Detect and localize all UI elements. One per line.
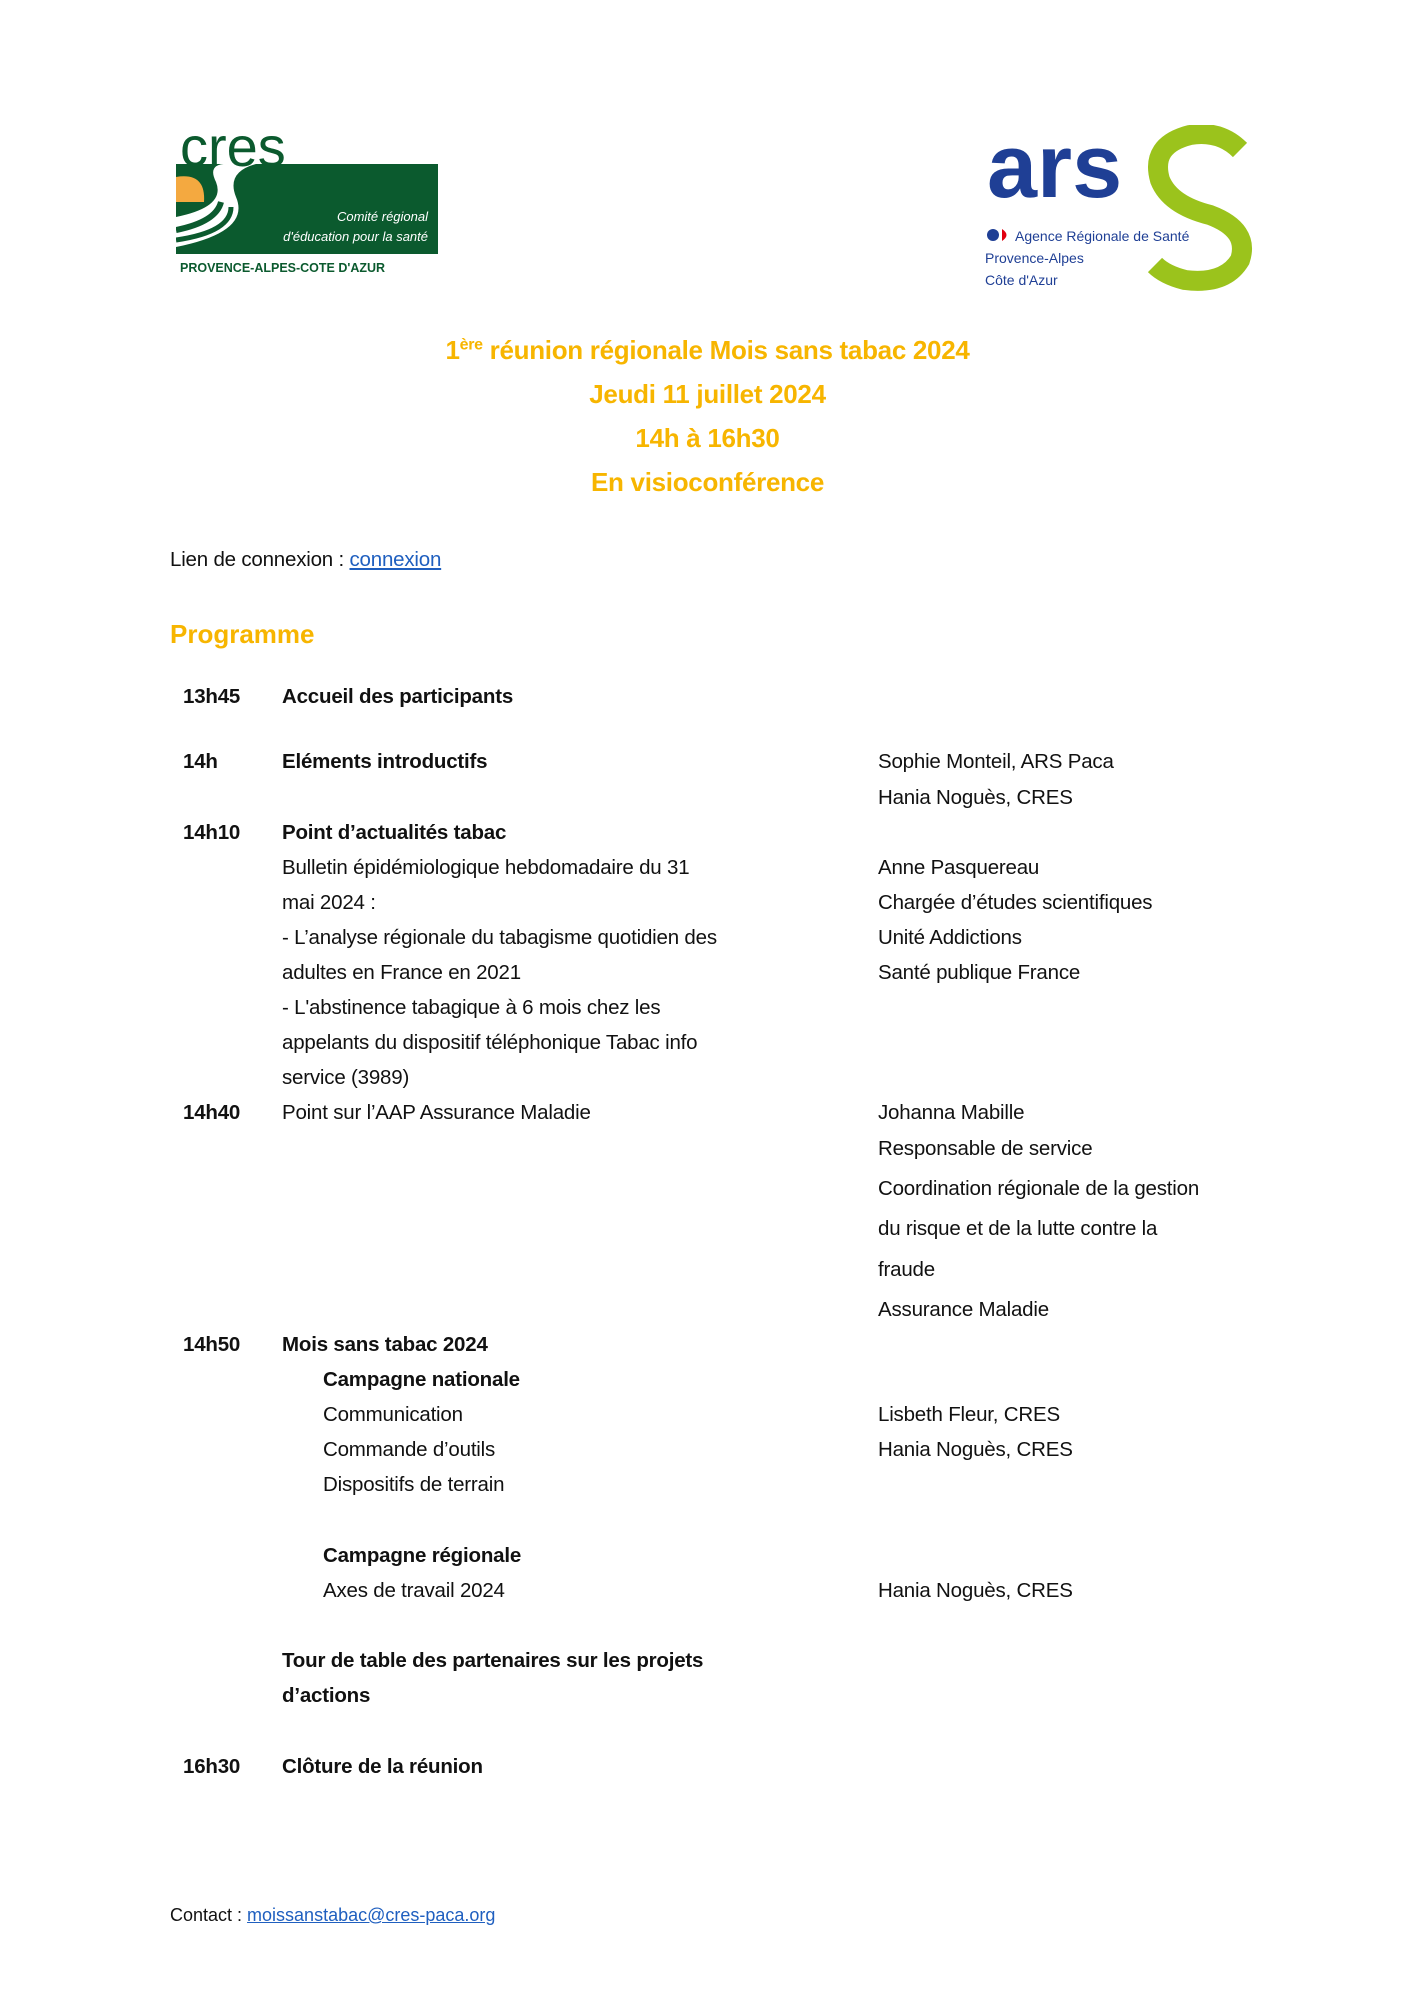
speaker: Hania Noguès, CRES	[878, 1438, 1073, 1461]
agenda-title: Mois sans tabac 2024	[282, 1333, 488, 1356]
speaker: du risque et de la lutte contre la	[878, 1217, 1158, 1240]
agenda-title: Accueil des participants	[282, 685, 514, 708]
contact-email-link[interactable]: moissanstabac@cres-paca.org	[247, 1905, 496, 1925]
speaker: Santé publique France	[878, 961, 1081, 984]
cres-region: PROVENCE-ALPES-COTE D'AZUR	[180, 261, 386, 275]
meeting-title: 1ère réunion régionale Mois sans tabac 2024	[445, 335, 970, 365]
speaker: Anne Pasquereau	[878, 856, 1040, 879]
ars-line1: Agence Régionale de Santé	[1015, 228, 1190, 244]
connection-link-line	[170, 542, 441, 577]
agenda-detail: Communication	[323, 1403, 463, 1426]
contact-line	[170, 1905, 495, 1926]
speaker: Chargée d’études scientifiques	[878, 891, 1153, 914]
sub-heading: Campagne régionale	[323, 1544, 522, 1567]
connection-label: Lien de connexion :	[170, 548, 350, 571]
agenda-time: 14h40	[183, 1101, 241, 1124]
speaker: Sophie Monteil, ARS Paca	[878, 750, 1114, 773]
cres-line1: Comité régional	[336, 209, 428, 224]
speaker: Responsable de service	[878, 1137, 1093, 1160]
cres-wordmark: cres	[180, 122, 286, 178]
agenda-title: Point sur l’AAP Assurance Maladie	[282, 1101, 591, 1124]
speaker: Johanna Mabille	[878, 1101, 1025, 1124]
cres-logo-graphic	[176, 122, 438, 277]
agenda-detail: Tour de table des partenaires sur les projets	[282, 1649, 704, 1672]
speaker: fraude	[878, 1258, 935, 1281]
ars-line3: Côte d'Azur	[985, 272, 1058, 288]
speaker: Lisbeth Fleur, CRES	[878, 1403, 1060, 1426]
agenda-time: 14h10	[183, 821, 241, 844]
cres-logo	[176, 122, 438, 277]
speaker: Hania Noguès, CRES	[878, 1579, 1073, 1602]
ars-logo-graphic	[985, 125, 1260, 295]
agenda-detail: Bulletin épidémiologique hebdomadaire du 31	[282, 856, 690, 879]
agenda-detail: - L’analyse régionale du tabagisme quotidien des	[282, 926, 717, 949]
agenda-title: Point d’actualités tabac	[282, 821, 507, 844]
ars-logo	[985, 125, 1260, 295]
agenda-time: 16h30	[183, 1755, 241, 1778]
agenda-detail: - L'abstinence tabagique à 6 mois chez les	[282, 996, 661, 1019]
speaker: Hania Noguès, CRES	[878, 786, 1073, 809]
agenda-detail: Axes de travail 2024	[323, 1579, 505, 1602]
speaker: Assurance Maladie	[878, 1298, 1049, 1321]
agenda-detail: appelants du dispositif téléphonique Tabac info	[282, 1031, 698, 1054]
speaker: Unité Addictions	[878, 926, 1022, 949]
agenda-detail: Dispositifs de terrain	[323, 1473, 505, 1496]
agenda-time: 13h45	[183, 685, 241, 708]
programme-heading: Programme	[170, 619, 315, 649]
connection-link[interactable]: connexion	[349, 548, 442, 571]
meeting-date: Jeudi 11 juillet 2024	[589, 379, 826, 409]
agenda-title: Clôture de la réunion	[282, 1755, 483, 1778]
meeting-time: 14h à 16h30	[635, 423, 780, 453]
agenda-detail: service (3989)	[282, 1066, 410, 1089]
ars-line2: Provence-Alpes	[985, 250, 1084, 266]
meeting-mode: En visioconférence	[590, 467, 825, 497]
agenda-detail: adultes en France en 2021	[282, 961, 521, 984]
agenda-time: 14h	[183, 750, 218, 773]
sub-heading: Campagne nationale	[323, 1368, 520, 1391]
agenda-time: 14h50	[183, 1333, 241, 1356]
agenda-title: Eléments introductifs	[282, 750, 488, 773]
speaker: Coordination régionale de la gestion	[878, 1177, 1200, 1200]
agenda-detail: d’actions	[282, 1684, 371, 1707]
agenda-detail: mai 2024 :	[282, 891, 376, 914]
agenda-detail: Commande d’outils	[323, 1438, 496, 1461]
contact-label: Contact :	[170, 1905, 248, 1925]
cres-line2: d'éducation pour la santé	[283, 229, 428, 244]
ars-wordmark: ars	[987, 125, 1123, 217]
